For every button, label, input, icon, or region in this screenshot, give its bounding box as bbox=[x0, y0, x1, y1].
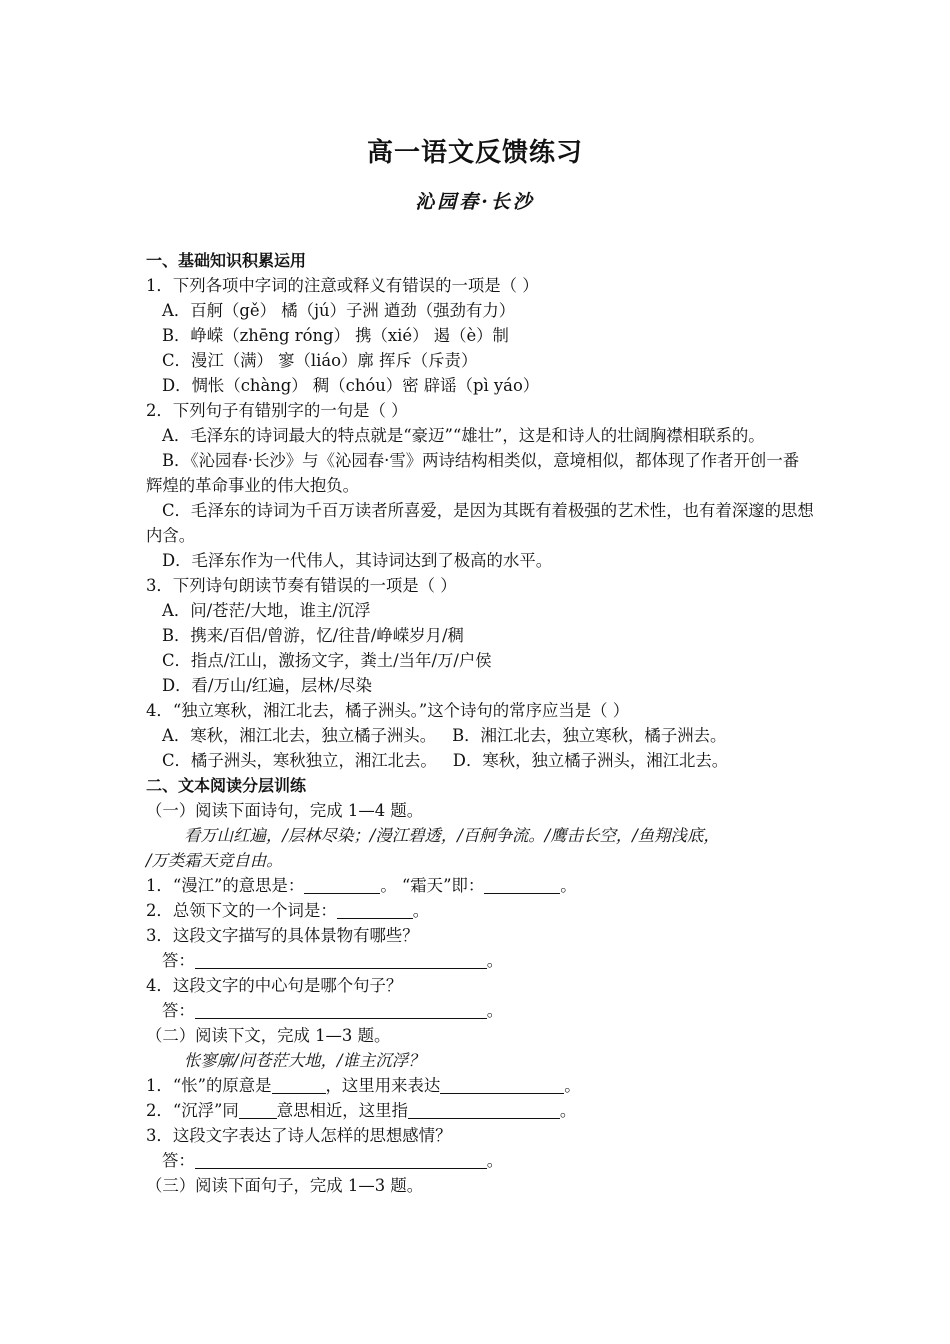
answer-blank[interactable] bbox=[239, 1100, 277, 1119]
question-text: 意思相近，这里指 bbox=[276, 1101, 408, 1120]
fill-question bbox=[146, 873, 814, 898]
question-text: 。 bbox=[559, 1101, 577, 1120]
document-body bbox=[146, 248, 814, 1198]
answer-blank[interactable] bbox=[195, 1000, 487, 1019]
answer-line bbox=[146, 948, 814, 973]
poem-excerpt: 看万山红遍，/层林尽染；/漫江碧透，/百舸争流。/鹰击长空，/鱼翔浅底， bbox=[184, 826, 720, 845]
question-stem: 2．下列句子有错别字的一句是（ ） bbox=[146, 401, 408, 420]
option-d: D．看/万山/红遍，层林/尽染 bbox=[162, 676, 373, 695]
answer-label: 答： bbox=[162, 1151, 195, 1170]
question-text: 。 bbox=[486, 951, 504, 970]
answer-label: 答： bbox=[162, 951, 195, 970]
option-a: A．寒秋，湘江北去，独立橘子洲头。 bbox=[162, 726, 437, 745]
question-text: 。 bbox=[486, 1001, 504, 1020]
question-text: ，这里用来表达 bbox=[325, 1076, 441, 1095]
answer-label: 答： bbox=[162, 1001, 195, 1020]
section-heading: 一、基础知识积累运用 bbox=[146, 251, 307, 270]
section-heading: 二、文本阅读分层训练 bbox=[146, 776, 307, 795]
poem-excerpt: 怅寥廓/问苍茫大地，/谁主沉浮？ bbox=[184, 1051, 425, 1070]
question-text: 4．这段文字的中心句是哪个句子？ bbox=[146, 976, 403, 995]
question-stem: 4．“独立寒秋，湘江北去，橘子洲头。”这个诗句的常序应当是（ ） bbox=[146, 701, 630, 720]
option-a: A．问/苍茫/大地，谁主/沉浮 bbox=[162, 601, 371, 620]
question-text: 2．总领下文的一个词是： bbox=[146, 901, 337, 920]
answer-blank[interactable] bbox=[195, 1150, 487, 1169]
question-text: 2．“沉浮”同 bbox=[146, 1101, 239, 1120]
question-text: 。 bbox=[412, 901, 430, 920]
option-d: D．毛泽东作为一代伟人，其诗词达到了极高的水平。 bbox=[162, 551, 553, 570]
answer-blank[interactable] bbox=[304, 875, 380, 894]
fill-question bbox=[146, 1073, 814, 1098]
answer-blank[interactable] bbox=[195, 950, 487, 969]
option-c: C．毛泽东的诗词为千百万读者所喜爱，是因为其既有着极强的艺术性，也有着深邃的思想内含。 bbox=[146, 501, 814, 545]
fill-question bbox=[146, 898, 814, 923]
poem-excerpt: /万类霜天竞自由。 bbox=[146, 851, 283, 870]
option-d: D．寒秋，独立橘子洲头，湘江北去。 bbox=[452, 751, 729, 770]
page-title: 高一语文反馈练习 bbox=[366, 138, 583, 168]
option-c: C．橘子洲头，寒秋独立，湘江北去。 bbox=[162, 751, 437, 770]
option-a: A．毛泽东的诗词最大的特点就是“豪迈”“雄壮”，这是和诗人的壮阔胸襟相联系的。 bbox=[162, 426, 765, 445]
answer-blank[interactable] bbox=[337, 900, 413, 919]
question-text: 。 “霜天”即： bbox=[380, 876, 485, 895]
subsection-intro: （二）阅读下文，完成 1—3 题。 bbox=[146, 1026, 391, 1045]
answer-blank[interactable] bbox=[440, 1075, 564, 1094]
option-b: B．峥嵘（zhēng róng） 携（xié） 遏（è）制 bbox=[162, 326, 509, 345]
option-c: C．漫江（满） 寥（liáo）廓 挥斥（斥责） bbox=[162, 351, 478, 370]
option-row bbox=[146, 723, 814, 748]
fill-question bbox=[146, 1098, 814, 1123]
answer-blank[interactable] bbox=[408, 1100, 560, 1119]
option-a: A．百舸（gě） 橘（jú）子洲 遒劲（强劲有力） bbox=[162, 301, 516, 320]
option-b: B．湘江北去，独立寒秋，橘子洲去。 bbox=[452, 726, 727, 745]
question-text: 1．“怅”的原意是 bbox=[146, 1076, 272, 1095]
question-text: 。 bbox=[560, 876, 577, 895]
option-c: C．指点/江山，激扬文字，粪土/当年/万/户侯 bbox=[162, 651, 492, 670]
question-text: 。 bbox=[486, 1151, 504, 1170]
question-text: 3．这段文字表达了诗人怎样的思想感情？ bbox=[146, 1126, 452, 1145]
subsection-intro: （一）阅读下面诗句，完成 1—4 题。 bbox=[146, 801, 424, 820]
question-stem: 1．下列各项中字词的注意或释义有错误的一项是（ ） bbox=[146, 276, 539, 295]
answer-blank[interactable] bbox=[484, 875, 560, 894]
subsection-intro: （三）阅读下面句子，完成 1—3 题。 bbox=[146, 1176, 424, 1195]
question-text: 3．这段文字描写的具体景物有哪些？ bbox=[146, 926, 419, 945]
question-stem: 3．下列诗句朗读节奏有错误的一项是（ ） bbox=[146, 576, 457, 595]
question-text: 1．“漫江”的意思是： bbox=[146, 876, 305, 895]
question-text: 。 bbox=[564, 1076, 581, 1095]
page-subtitle: 沁园春·长沙 bbox=[415, 191, 535, 213]
answer-line bbox=[146, 998, 814, 1023]
option-row bbox=[146, 748, 814, 773]
option-d: D．惆怅（chàng） 稠（chóu）密 辟谣（pì yáo） bbox=[162, 376, 540, 395]
option-b: B．《沁园春·长沙》与《沁园春·雪》两诗结构相类似，意境相似，都体现了作者开创一番辉煌的革命事业的伟大抱负。 bbox=[146, 451, 800, 495]
answer-line bbox=[146, 1148, 814, 1173]
answer-blank[interactable] bbox=[272, 1075, 326, 1094]
option-b: B．携来/百侣/曾游，忆/往昔/峥嵘岁月/稠 bbox=[162, 626, 464, 645]
